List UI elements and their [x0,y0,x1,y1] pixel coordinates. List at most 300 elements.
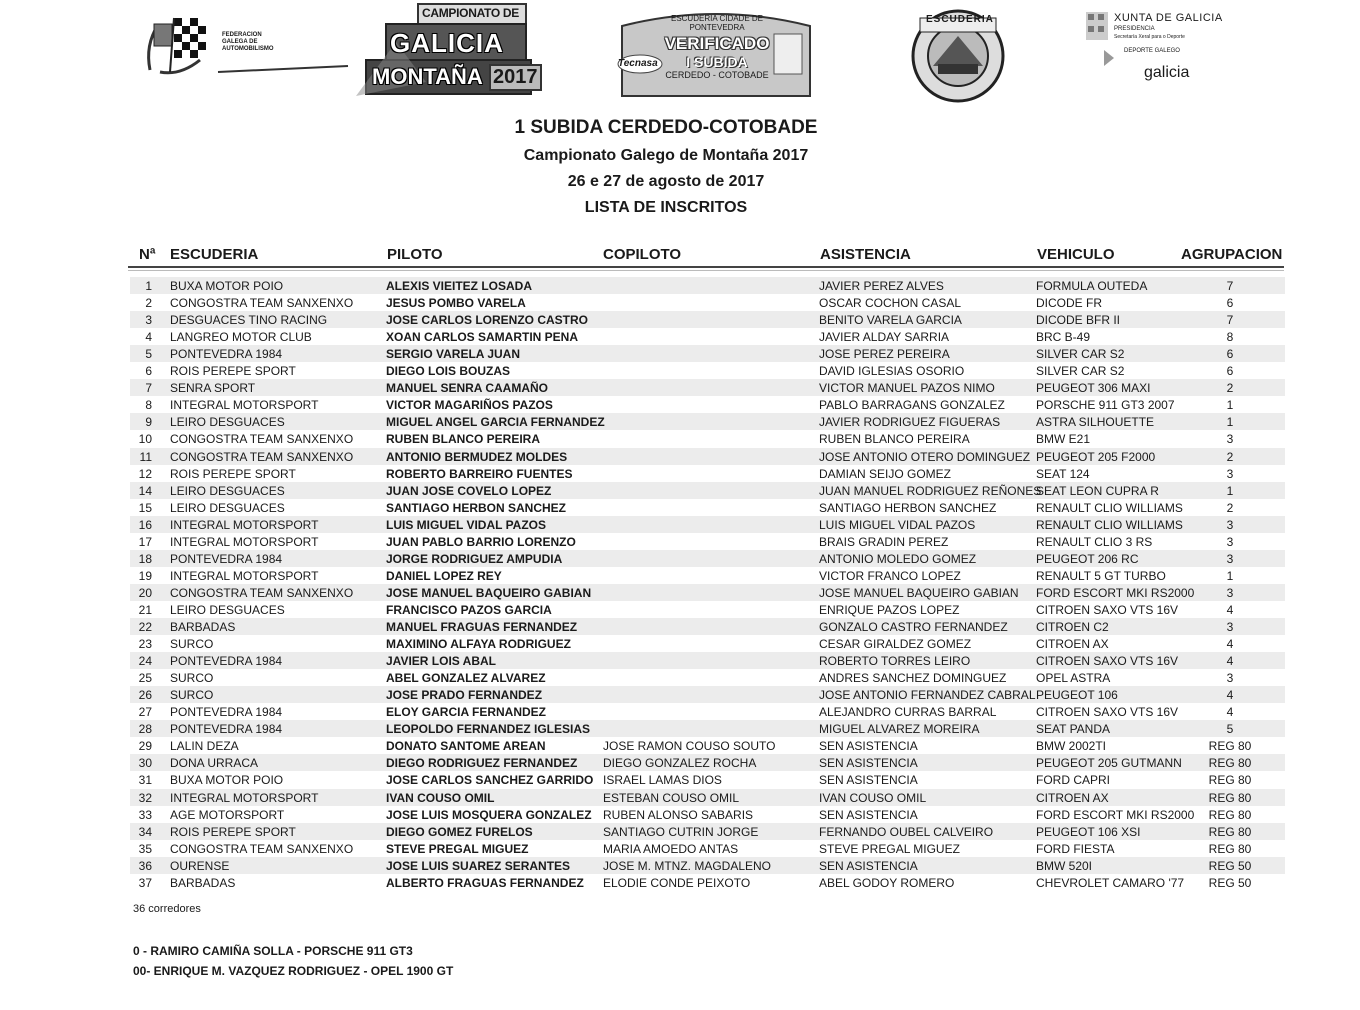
cell-agrupacion: REG 80 [1208,756,1252,771]
cell-agrupacion: 3 [1226,551,1234,566]
cell-agrupacion: 3 [1226,432,1234,447]
cell-copiloto: MARIA AMOEDO ANTAS [603,841,739,856]
table-row [130,618,1285,635]
cell-vehiculo: DICODE BFR II [1036,313,1121,328]
cell-piloto: JOSE CARLOS SANCHEZ GARRIDO [386,773,594,788]
cell-piloto: VICTOR MAGARIÑOS PAZOS [386,398,553,413]
event-dates: 26 e 27 de agosto de 2017 [567,173,765,190]
table-row [130,379,1285,396]
cell-copiloto: DIEGO GONZALEZ ROCHA [603,756,757,771]
cell-vehiculo: PEUGEOT 206 RC [1036,551,1139,566]
cell-piloto: RUBEN BLANCO PEREIRA [386,432,541,447]
cell-n: 2 [145,296,152,311]
cell-n: 11 [139,449,152,464]
cell-piloto: JORGE RODRIGUEZ AMPUDIA [386,551,563,566]
cell-asistencia: JOSE ANTONIO FERNANDEZ CABRAL [819,688,1036,703]
cell-escuderia: BUXA MOTOR POIO [170,279,284,293]
cell-agrupacion: 3 [1226,534,1234,549]
cell-n: 26 [138,688,152,703]
cell-piloto: STEVE PREGAL MIGUEZ [386,841,529,856]
cell-escuderia: LEIRO DESGUACES [170,483,285,498]
cell-agrupacion: 3 [1226,466,1234,481]
cell-asistencia: JAVIER RODRIGUEZ FIGUERAS [819,415,1001,430]
cell-asistencia: FERNANDO OUBEL CALVEIRO [819,824,994,839]
cell-escuderia: LANGREO MOTOR CLUB [170,330,312,345]
cell-agrupacion: 7 [1226,313,1234,328]
cell-asistencia: JAVIER PEREZ ALVES [819,279,944,293]
cell-escuderia: PONTEVEDRA 1984 [170,705,283,720]
cell-escuderia: INTEGRAL MOTORSPORT [170,568,319,583]
table-row [130,345,1285,362]
plate-sub-text: I SUBIDA [686,54,748,70]
table-row [130,635,1285,652]
cell-escuderia: INTEGRAL MOTORSPORT [170,517,319,532]
cell-piloto: JESUS POMBO VARELA [386,296,526,311]
championship-title: Campionato Galego de Montaña 2017 [523,147,809,164]
cell-escuderia: CONGOSTRA TEAM SANXENXO [170,449,354,464]
cell-vehiculo: BMW E21 [1036,432,1091,447]
cell-n: 6 [145,364,152,379]
cell-piloto: JOSE CARLOS LORENZO CASTRO [386,313,589,328]
cell-n: 1 [145,279,152,293]
cell-escuderia: DONA URRACA [170,756,259,771]
plate-main-text: VERIFICADO [664,34,770,53]
cell-agrupacion: REG 80 [1208,824,1252,839]
cell-escuderia: DESGUACES TINO RACING [170,313,328,328]
cell-asistencia: ANDRES SANCHEZ DOMINGUEZ [819,671,1007,686]
cell-piloto: LUIS MIGUEL VIDAL PAZOS [386,517,547,532]
cell-asistencia: SANTIAGO HERBON SANCHEZ [819,500,997,515]
federation-swoosh-icon [218,64,348,74]
cell-asistencia: VICTOR MANUEL PAZOS NIMO [819,381,995,396]
cell-asistencia: ENRIQUE PAZOS LOPEZ [819,602,960,617]
cell-escuderia: INTEGRAL MOTORSPORT [170,534,319,549]
table-row [130,686,1285,703]
cell-asistencia: VICTOR FRANCO LOPEZ [819,568,961,583]
cell-escuderia: CONGOSTRA TEAM SANXENXO [170,841,354,856]
cell-vehiculo: SILVER CAR S2 [1036,364,1125,379]
cell-asistencia: SEN ASISTENCIA [819,756,918,771]
cell-vehiculo: CITROEN SAXO VTS 16V [1036,602,1179,617]
cell-piloto: FRANCISCO PAZOS GARCIA [386,602,552,617]
campionato-top: CAMPIONATO DE [422,6,519,20]
cell-vehiculo: ASTRA SILHOUETTE [1036,415,1155,430]
cell-escuderia: OURENSE [170,858,230,873]
cell-piloto: JUAN PABLO BARRIO LORENZO [386,534,576,549]
cell-asistencia: DAMIAN SEIJO GOMEZ [819,466,952,481]
cell-n: 29 [138,739,152,754]
cell-n: 5 [145,347,152,362]
cell-copiloto: ESTEBAN COUSO OMIL [603,790,740,805]
table-row [130,703,1285,720]
cell-agrupacion: REG 80 [1208,790,1252,805]
cell-n: 27 [138,705,152,720]
table-row [130,567,1285,584]
cell-n: 14 [138,483,152,498]
cell-piloto: DONATO SANTOME AREAN [386,739,546,754]
cell-agrupacion: 4 [1226,654,1234,669]
cell-piloto: DIEGO GOMEZ FURELOS [386,824,533,839]
cell-vehiculo: FORD ESCORT MKI RS2000 [1036,585,1195,600]
cell-n: 37 [138,875,152,890]
cell-asistencia: GONZALO CASTRO FERNANDEZ [819,620,1008,634]
cell-copiloto: ELODIE CONDE PEIXOTO [603,875,751,890]
cell-agrupacion: 5 [1226,722,1234,737]
xunta-presidencia: PRESIDENCIA [1114,26,1155,32]
cell-copiloto: JOSE M. MTNZ. MAGDALENO [603,858,772,873]
cell-escuderia: BARBADAS [170,620,236,634]
cell-n: 15 [138,500,152,515]
cell-n: 16 [138,517,152,532]
cell-piloto: ELOY GARCIA FERNANDEZ [386,705,547,720]
header-vehiculo: VEHICULO [1037,246,1115,263]
cell-agrupacion: 2 [1226,381,1234,396]
cell-agrupacion: 6 [1226,364,1234,379]
cell-agrupacion: 3 [1226,620,1234,634]
cell-asistencia: OSCAR COCHON CASAL [819,296,962,311]
table-row [130,771,1285,788]
entrant-count: 36 corredores [133,903,201,915]
cell-vehiculo: CITROEN SAXO VTS 16V [1036,654,1179,669]
cell-vehiculo: SEAT PANDA [1036,722,1111,737]
cell-n: 3 [145,313,152,328]
cell-n: 20 [138,585,152,600]
cell-asistencia: IVAN COUSO OMIL [819,790,927,805]
campionato-bot: MONTAÑA [372,64,483,89]
federation-crest-icon [140,10,220,80]
table-row [130,430,1285,447]
cell-piloto: JAVIER LOIS ABAL [386,654,497,669]
cell-escuderia: CONGOSTRA TEAM SANXENXO [170,585,354,600]
cell-asistencia: STEVE PREGAL MIGUEZ [819,841,960,856]
cell-asistencia: PABLO BARRAGANS GONZALEZ [819,398,1005,413]
cell-agrupacion: 3 [1226,671,1234,686]
cell-vehiculo: FORMULA OUTEDA [1036,279,1148,293]
cell-agrupacion: 3 [1226,585,1234,600]
cell-escuderia: SURCO [170,671,214,686]
table-row [130,840,1285,857]
cell-escuderia: PONTEVEDRA 1984 [170,551,283,566]
cell-copiloto: ISRAEL LAMAS DIOS [603,773,722,788]
cell-asistencia: ABEL GODOY ROMERO [819,875,955,890]
cell-asistencia: BRAIS GRADIN PEREZ [819,534,949,549]
cell-agrupacion: REG 80 [1208,739,1252,754]
cell-n: 30 [138,756,152,771]
table-row [130,465,1285,482]
federation-logo [140,8,350,88]
cell-asistencia: SEN ASISTENCIA [819,807,918,822]
cell-escuderia: SURCO [170,637,214,652]
cell-agrupacion: REG 80 [1208,841,1252,856]
cell-asistencia: JUAN MANUEL RODRIGUEZ REÑONES [819,483,1042,498]
cell-escuderia: PONTEVEDRA 1984 [170,347,283,362]
table-row [130,294,1285,311]
cell-escuderia: LEIRO DESGUACES [170,500,285,515]
cell-asistencia: DAVID IGLESIAS OSORIO [819,364,965,379]
campionato-logo [356,2,538,97]
cell-agrupacion: 6 [1226,296,1234,311]
cell-agrupacion: 1 [1226,483,1234,498]
cell-vehiculo: PEUGEOT 205 F2000 [1036,449,1156,464]
cell-vehiculo: RENAULT CLIO WILLIAMS [1036,517,1183,532]
cell-vehiculo: PEUGEOT 205 GUTMANN [1036,756,1182,771]
cell-asistencia: ROBERTO TORRES LEIRO [819,654,971,669]
table-row [130,789,1285,806]
cell-escuderia: AGE MOTORSPORT [170,807,285,822]
cell-escuderia: INTEGRAL MOTORSPORT [170,398,319,413]
cell-copiloto: SANTIAGO CUTRIN JORGE [603,824,759,839]
cell-piloto: DANIEL LOPEZ REY [386,568,502,583]
cell-piloto: JOSE PRADO FERNANDEZ [386,688,543,703]
event-title: 1 SUBIDA CERDEDO-COTOBADE [514,117,818,138]
cell-vehiculo: PORSCHE 911 GT3 2007 [1036,398,1175,413]
cell-piloto: SERGIO VARELA JUAN [386,347,521,362]
cell-vehiculo: FORD CAPRI [1036,773,1111,788]
table-row [130,669,1285,686]
cell-asistencia: JAVIER ALDAY SARRIA [819,330,950,345]
cell-piloto: XOAN CARLOS SAMARTIN PENA [386,330,579,345]
table-row [130,311,1285,328]
escuderia-banner: ESCUDERIA [926,14,994,25]
cell-escuderia: LEIRO DESGUACES [170,602,285,617]
cell-escuderia: INTEGRAL MOTORSPORT [170,790,319,805]
campionato-year: 2017 [489,64,542,91]
cell-piloto: MANUEL FRAGUAS FERNANDEZ [386,620,578,634]
cell-vehiculo: FORD FIESTA [1036,841,1115,856]
cell-piloto: JOSE LUIS MOSQUERA GONZALEZ [386,807,592,822]
cell-asistencia: SEN ASISTENCIA [819,739,918,754]
xunta-emblem-icon [1084,10,1114,80]
plate-brand: Tecnasa [618,58,658,69]
cell-piloto: IVAN COUSO OMIL [386,790,495,805]
cell-vehiculo: DICODE FR [1036,296,1102,311]
cell-vehiculo: SEAT LEON CUPRA R [1036,483,1159,498]
table-row [130,720,1285,737]
cell-n: 34 [138,824,152,839]
header-piloto: PILOTO [387,246,443,263]
table-row [130,806,1285,823]
table-row [130,328,1285,345]
cell-escuderia: ROIS PEREPE SPORT [170,364,296,379]
plate-small-text: CERDEDO - COTOBADE [665,70,769,80]
cell-vehiculo: FORD ESCORT MKI RS2000 [1036,807,1195,822]
cell-escuderia: LALIN DEZA [170,739,239,754]
cell-agrupacion: 7 [1226,279,1234,293]
cell-n: 36 [138,858,152,873]
cell-piloto: ANTONIO BERMUDEZ MOLDES [386,449,568,464]
table-row [130,362,1285,379]
cell-agrupacion: 1 [1226,568,1234,583]
cell-agrupacion: 4 [1226,637,1234,652]
table-row [130,448,1285,465]
table-row [130,601,1285,618]
cell-vehiculo: CITROEN SAXO VTS 16V [1036,705,1179,720]
cell-asistencia: RUBEN BLANCO PEREIRA [819,432,970,447]
cell-asistencia: LUIS MIGUEL VIDAL PAZOS [819,517,976,532]
cell-agrupacion: REG 80 [1208,807,1252,822]
header-agrupacion: AGRUPACION [1181,246,1283,263]
xunta-logo [1084,8,1234,88]
cell-agrupacion: 3 [1226,517,1234,532]
cell-escuderia: ROIS PEREPE SPORT [170,466,296,481]
cell-asistencia: ANTONIO MOLEDO GOMEZ [819,551,977,566]
header-number: Nª [139,246,156,263]
cell-piloto: MIGUEL ANGEL GARCIA FERNANDEZ [386,415,605,430]
cell-piloto: MAXIMINO ALFAYA RODRIGUEZ [386,637,571,652]
cell-vehiculo: RENAULT 5 GT TURBO [1036,568,1166,583]
cell-n: 8 [145,398,152,413]
cell-agrupacion: REG 50 [1208,858,1252,873]
cell-asistencia: JOSE PEREZ PEREIRA [819,347,950,362]
cell-piloto: ALEXIS VIEITEZ LOSADA [386,279,533,293]
cell-asistencia: MIGUEL ALVAREZ MOREIRA [819,722,980,737]
cell-vehiculo: OPEL ASTRA [1036,671,1111,686]
cell-n: 23 [138,637,152,652]
cell-n: 25 [138,671,152,686]
zero-car-1: 0 - RAMIRO CAMIÑA SOLLA - PORSCHE 911 GT3 [133,944,413,958]
cell-vehiculo: SILVER CAR S2 [1036,347,1125,362]
table-row [130,277,1285,294]
cell-agrupacion: REG 80 [1208,773,1252,788]
cell-agrupacion: 2 [1226,500,1234,515]
cell-vehiculo: CITROEN AX [1036,790,1109,805]
cell-piloto: LEOPOLDO FERNANDEZ IGLESIAS [386,722,591,737]
header-rule [128,266,1284,268]
cell-piloto: JUAN JOSE COVELO LOPEZ [386,483,552,498]
cell-escuderia: SENRA SPORT [170,381,256,396]
header-copiloto: COPILOTO [603,246,682,263]
cell-n: 10 [138,432,152,447]
cell-n: 33 [138,807,152,822]
cell-escuderia: PONTEVEDRA 1984 [170,722,283,737]
cell-asistencia: SEN ASISTENCIA [819,773,918,788]
xunta-name: XUNTA DE GALICIA [1114,12,1223,24]
table-row [130,874,1285,891]
cell-piloto: ABEL GONZALEZ ALVAREZ [386,671,546,686]
table-row [130,533,1285,550]
cell-vehiculo: BMW 520I [1036,858,1093,873]
cell-escuderia: BUXA MOTOR POIO [170,773,284,788]
cell-vehiculo: RENAULT CLIO 3 RS [1036,534,1153,549]
cell-vehiculo: CHEVROLET CAMARO '77 [1036,875,1185,890]
header-rule-thin [128,270,1284,271]
cell-piloto: ROBERTO BARREIRO FUENTES [386,466,573,481]
table-row [130,499,1285,516]
table-row [130,413,1285,430]
table-row [130,857,1285,874]
cell-vehiculo: BMW 2002TI [1036,739,1107,754]
cell-asistencia: BENITO VARELA GARCIA [819,313,962,328]
zero-car-2: 00- ENRIQUE M. VAZQUEZ RODRIGUEZ - OPEL 1900 GT [133,964,454,978]
cell-escuderia: BARBADAS [170,875,236,890]
cell-n: 18 [138,551,152,566]
cell-n: 35 [138,841,152,856]
cell-agrupacion: 6 [1226,347,1234,362]
cell-agrupacion: 2 [1226,449,1234,464]
cell-vehiculo: CITROEN C2 [1036,620,1109,634]
cell-piloto: JOSE MANUEL BAQUEIRO GABIAN [386,585,592,600]
cell-copiloto: RUBEN ALONSO SABARIS [603,807,754,822]
cell-agrupacion: REG 50 [1208,875,1252,890]
cell-n: 17 [138,534,152,549]
cell-piloto: SANTIAGO HERBON SANCHEZ [386,500,567,515]
table-row [130,482,1285,499]
cell-piloto: DIEGO RODRIGUEZ FERNANDEZ [386,756,578,771]
cell-copiloto: JOSE RAMON COUSO SOUTO [603,739,776,754]
cell-escuderia: PONTEVEDRA 1984 [170,654,283,669]
table-row [130,396,1285,413]
cell-agrupacion: 4 [1226,705,1234,720]
cell-vehiculo: BRC B-49 [1036,330,1091,345]
header-escuderia: ESCUDERIA [170,246,259,263]
cell-vehiculo: SEAT 124 [1036,466,1090,481]
xunta-secretaria: Secretaría Xeral para o Deporte [1114,34,1185,40]
cell-asistencia: JOSE MANUEL BAQUEIRO GABIAN [819,585,1019,600]
cell-n: 21 [138,602,152,617]
cell-vehiculo: CITROEN AX [1036,637,1109,652]
header-asistencia: ASISTENCIA [820,246,911,263]
cell-escuderia: LEIRO DESGUACES [170,415,285,430]
cell-n: 24 [138,654,152,669]
campionato-mid: GALICIA [390,28,504,58]
cell-n: 28 [138,722,152,737]
cell-piloto: DIEGO LOIS BOUZAS [386,364,511,379]
table-row [130,754,1285,771]
table-row [130,516,1285,533]
cell-vehiculo: PEUGEOT 106 XSI [1036,824,1141,839]
cell-escuderia: SURCO [170,688,214,703]
cell-piloto: MANUEL SENRA CAAMAÑO [386,381,548,396]
cell-n: 7 [145,381,152,396]
cell-n: 12 [138,466,152,481]
cell-n: 9 [145,415,152,430]
cell-asistencia: JOSE ANTONIO OTERO DOMINGUEZ [819,449,1031,464]
cell-escuderia: ROIS PEREPE SPORT [170,824,296,839]
cell-escuderia: CONGOSTRA TEAM SANXENXO [170,296,354,311]
cell-agrupacion: 4 [1226,602,1234,617]
table-row [130,737,1285,754]
cell-vehiculo: PEUGEOT 106 [1036,688,1118,703]
xunta-deporte: DEPORTE GALEGO [1124,48,1180,54]
cell-escuderia: CONGOSTRA TEAM SANXENXO [170,432,354,447]
cell-agrupacion: 1 [1226,415,1234,430]
cell-asistencia: ALEJANDRO CURRAS BARRAL [819,705,997,720]
cell-n: 31 [138,773,152,788]
table-row [130,550,1285,567]
cell-vehiculo: PEUGEOT 306 MAXI [1036,381,1151,396]
cell-n: 4 [145,330,152,345]
table-row [130,823,1285,840]
table-row [130,584,1285,601]
verification-plate [612,8,820,98]
cell-n: 32 [138,790,152,805]
cell-agrupacion: 8 [1226,330,1234,345]
cell-asistencia: CESAR GIRALDEZ GOMEZ [819,637,972,652]
escuderia-logo [908,6,1008,102]
cell-vehiculo: RENAULT CLIO WILLIAMS [1036,500,1183,515]
cell-n: 22 [138,620,152,634]
federation-name: FEDERACION GALEGA DE AUTOMOBILISMO [222,32,274,52]
xunta-galicia: galicia [1144,64,1190,81]
plate-arc-text: ESCUDERIA CIDADE DE PONTEVEDRA [670,14,764,32]
cell-agrupacion: 4 [1226,688,1234,703]
cell-piloto: ALBERTO FRAGUAS FERNANDEZ [386,875,584,890]
cell-n: 19 [138,568,152,583]
cell-piloto: JOSE LUIS SUAREZ SERANTES [386,858,571,873]
cell-agrupacion: 1 [1226,398,1234,413]
list-title: LISTA DE INSCRITOS [584,199,748,216]
cell-asistencia: SEN ASISTENCIA [819,858,918,873]
